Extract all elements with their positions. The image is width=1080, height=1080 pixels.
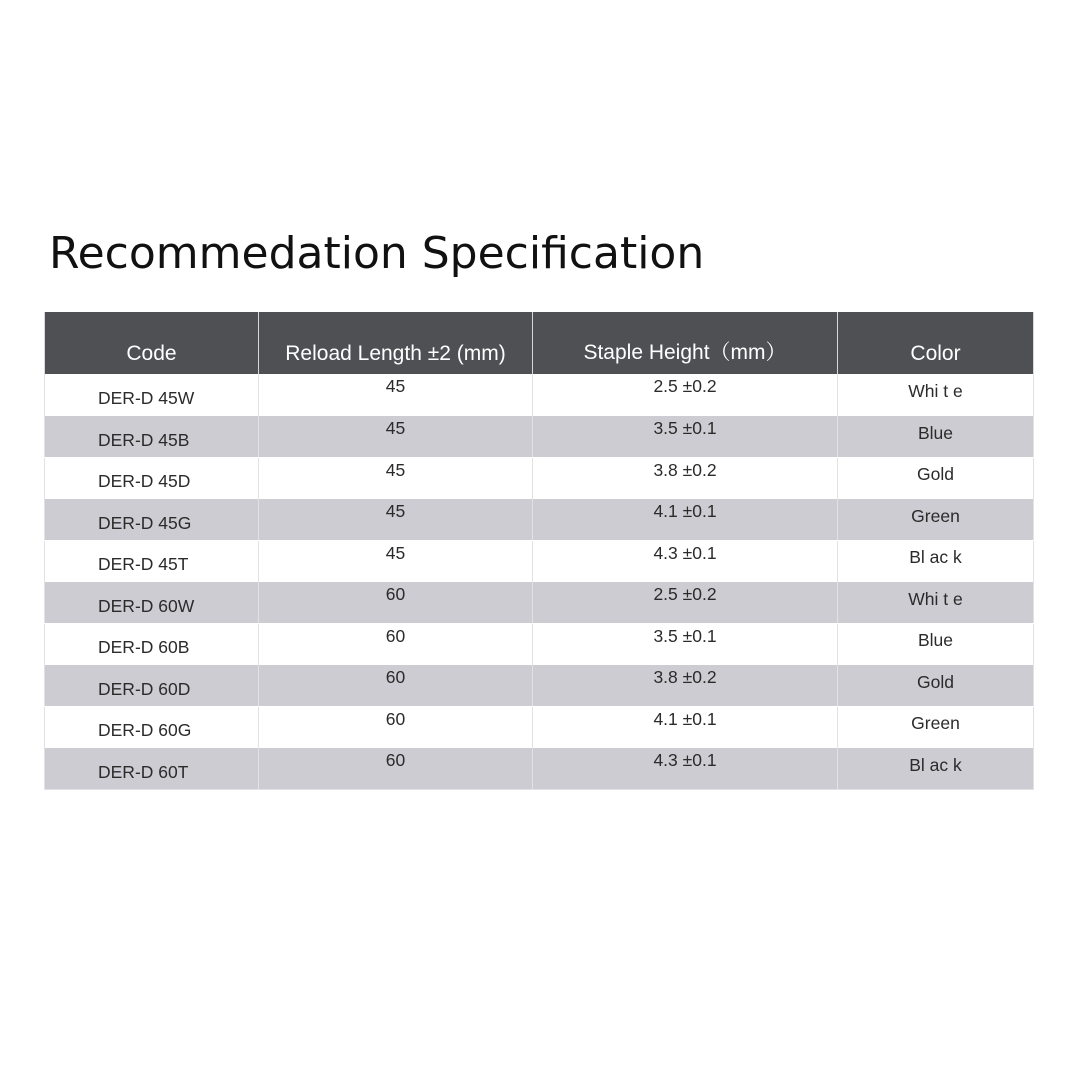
cell-code: DER-D 60D — [45, 665, 259, 707]
cell-staple-height: 4.1 ±0.1 — [533, 706, 838, 748]
cell-color: Gold — [838, 665, 1034, 707]
cell-reload-length: 60 — [259, 623, 533, 665]
cell-code: DER-D 45W — [45, 374, 259, 416]
cell-staple-height: 3.8 ±0.2 — [533, 665, 838, 707]
cell-color: Bl ac k — [838, 540, 1034, 582]
header-reload-length: Reload Length ±2 (mm) — [259, 312, 533, 374]
header-color: Color — [838, 312, 1034, 374]
cell-color: Whi t e — [838, 374, 1034, 416]
cell-reload-length: 60 — [259, 582, 533, 624]
cell-color: Blue — [838, 623, 1034, 665]
cell-staple-height: 2.5 ±0.2 — [533, 582, 838, 624]
cell-reload-length: 60 — [259, 665, 533, 707]
cell-reload-length: 60 — [259, 748, 533, 790]
cell-reload-length: 45 — [259, 540, 533, 582]
cell-staple-height: 4.1 ±0.1 — [533, 499, 838, 541]
table-row — [45, 623, 1034, 665]
cell-code: DER-D 45D — [45, 457, 259, 499]
cell-staple-height: 4.3 ±0.1 — [533, 540, 838, 582]
cell-staple-height: 2.5 ±0.2 — [533, 374, 838, 416]
cell-code: DER-D 60T — [45, 748, 259, 790]
cell-reload-length: 45 — [259, 457, 533, 499]
cell-color: Blue — [838, 416, 1034, 458]
table-header-row — [45, 312, 1034, 374]
cell-reload-length: 45 — [259, 374, 533, 416]
table-row — [45, 374, 1034, 416]
cell-staple-height: 3.5 ±0.1 — [533, 623, 838, 665]
cell-color: Green — [838, 706, 1034, 748]
table-row — [45, 416, 1034, 458]
cell-staple-height: 3.8 ±0.2 — [533, 457, 838, 499]
table-row — [45, 582, 1034, 624]
header-code: Code — [45, 312, 259, 374]
cell-staple-height: 4.3 ±0.1 — [533, 748, 838, 790]
specification-table — [44, 312, 1034, 790]
table-row — [45, 706, 1034, 748]
table-row — [45, 665, 1034, 707]
cell-color: Green — [838, 499, 1034, 541]
cell-reload-length: 60 — [259, 706, 533, 748]
cell-color: Gold — [838, 457, 1034, 499]
cell-reload-length: 45 — [259, 499, 533, 541]
page-title: Recommedation Specification — [49, 228, 705, 279]
cell-code: DER-D 60G — [45, 706, 259, 748]
table-row — [45, 748, 1034, 790]
table-row — [45, 457, 1034, 499]
table-row — [45, 540, 1034, 582]
cell-code: DER-D 60W — [45, 582, 259, 624]
cell-code: DER-D 60B — [45, 623, 259, 665]
table-row — [45, 499, 1034, 541]
cell-code: DER-D 45B — [45, 416, 259, 458]
cell-code: DER-D 45T — [45, 540, 259, 582]
cell-color: Whi t e — [838, 582, 1034, 624]
cell-reload-length: 45 — [259, 416, 533, 458]
cell-staple-height: 3.5 ±0.1 — [533, 416, 838, 458]
cell-code: DER-D 45G — [45, 499, 259, 541]
header-staple-height: Staple Height（mm） — [533, 312, 838, 374]
cell-color: Bl ac k — [838, 748, 1034, 790]
